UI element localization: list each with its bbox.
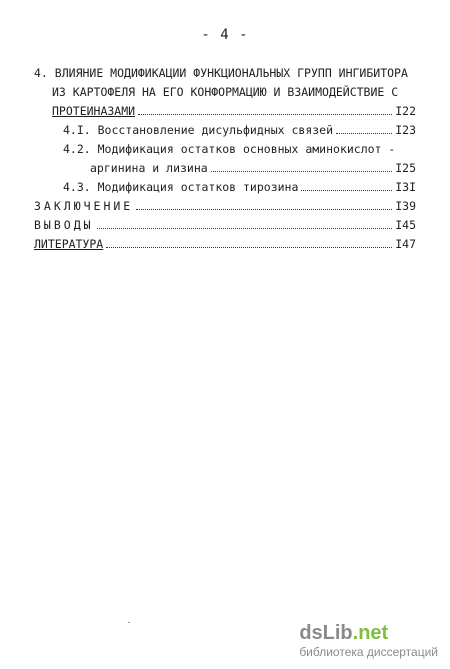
watermark: [299, 623, 438, 659]
toc-leader-dots: [138, 114, 392, 115]
toc-ch4-title-line3: ПРОТЕИНАЗАМИ: [52, 104, 136, 118]
toc-ch4-title-line1: ВЛИЯНИЕ МОДИФИКАЦИИ ФУНКЦИОНАЛЬНЫХ ГРУПП ИНГИБИТОРА: [54, 66, 408, 80]
toc-leader-dots: [106, 247, 392, 248]
toc-findings-title: ВЫВОДЫ: [34, 218, 94, 232]
toc-findings-entry: [34, 218, 416, 232]
toc-leader-dots: [97, 228, 393, 229]
toc-leader-dots: [136, 209, 392, 210]
toc-conclusion-entry: [34, 199, 416, 213]
toc-s42-page: I25: [395, 161, 416, 175]
toc-literature-entry: [34, 237, 416, 251]
toc-s41-page: I23: [395, 123, 416, 137]
toc-findings-page: I45: [395, 218, 416, 232]
toc-s43-title: 4.3. Модификация остатков тирозина: [63, 180, 299, 194]
toc-ch4-entry: [52, 104, 416, 118]
toc-conclusion-page: I39: [395, 199, 416, 213]
toc-s41-entry: [63, 123, 416, 137]
toc-literature-page: I47: [395, 237, 416, 251]
toc-s42-title-line1: 4.2. Модификация остатков основных аминокислот -: [63, 142, 396, 156]
toc-leader-dots: [301, 190, 392, 191]
toc-conclusion-title: ЗАКЛЮЧЕНИЕ: [34, 199, 134, 213]
watermark-logo-main: dsLib: [299, 622, 353, 644]
toc-s41-title: 4.I. Восстановление дисульфидных связей: [63, 123, 334, 137]
toc-s42-entry: [90, 161, 416, 175]
page-number: - 4 -: [201, 27, 249, 43]
toc-ch4-number: 4.: [34, 66, 48, 80]
toc-s43-page: I3I: [395, 180, 416, 194]
scan-speck: [128, 622, 130, 623]
toc-leader-dots: [336, 133, 392, 134]
watermark-logo: [299, 623, 438, 643]
toc-ch4-page: I22: [395, 104, 416, 118]
watermark-logo-accent: .net: [352, 622, 389, 644]
toc-literature-title: ЛИТЕРАТУРА: [34, 237, 104, 251]
toc-leader-dots: [211, 171, 393, 172]
toc-s43-entry: [63, 180, 416, 194]
toc-s42-title-line2: аргинина и лизина: [90, 161, 208, 175]
toc-ch4-line1: [34, 66, 408, 80]
watermark-subtitle: библиотека диссертаций: [299, 645, 438, 659]
toc-ch4-title-line2: ИЗ КАРТОФЕЛЯ НА ЕГО КОНФОРМАЦИЮ И ВЗАИМОДЕЙСТВИЕ С: [52, 85, 399, 99]
